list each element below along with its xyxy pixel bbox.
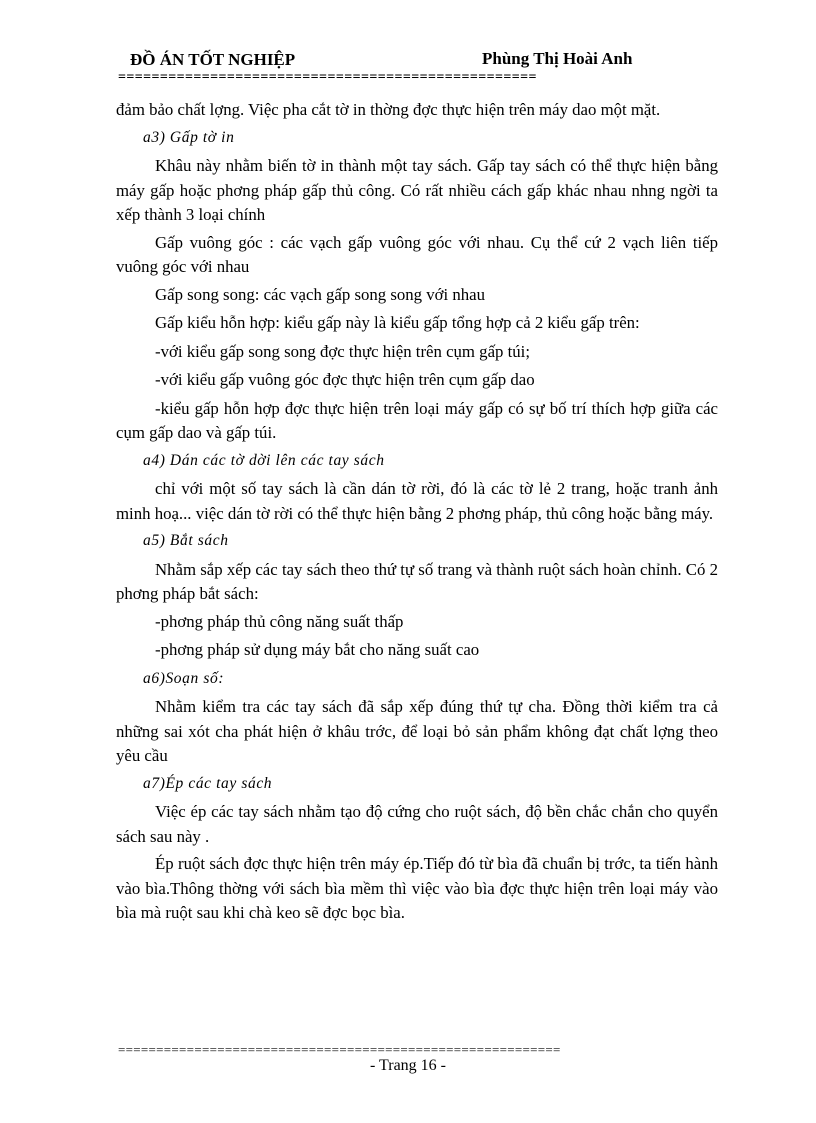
list-item: -với kiểu gấp vuông góc đợc thực hiện trên cụm gấp dao (155, 370, 535, 389)
paragraph: chỉ với một số tay sách là cần dán tờ rời, đó là các tờ lẻ 2 trang, hoặc tranh ảnh minh hoạ... việc dán tờ rời có thể thực hiện bằng 2 phơng pháp, thủ công hoặc bằng máy. (116, 479, 718, 523)
paragraph: Gấp kiểu hỗn hợp: kiểu gấp này là kiểu gấp tổng hợp cả 2 kiểu gấp trên: (155, 313, 640, 332)
paragraph: Nhằm kiểm tra các tay sách đã sắp xếp đúng thứ tự cha. Đồng thời kiểm tra cả những sai xót cha phát hiện ở khâu trớc, để loại bỏ sản phẩm không đạt chất lợng theo yêu cầu (116, 697, 718, 765)
header-author: Phùng Thị Hoài Anh (482, 49, 633, 68)
list-item: -phơng pháp sử dụng máy bắt cho năng suất cao (155, 640, 480, 659)
page-body (116, 98, 718, 926)
paragraph: Gấp vuông góc : các vạch gấp vuông góc với nhau. Cụ thể cứ 2 vạch liên tiếp vuông góc với nhau (116, 232, 718, 276)
header-rule: ================================================== (118, 70, 537, 85)
footer-rule: ========================================================== (118, 1042, 561, 1057)
list-item: -phơng pháp thủ công năng suất thấp (155, 611, 404, 631)
paragraph: Việc ép các tay sách nhằm tạo độ cứng cho ruột sách, độ bền chắc chắn cho quyển sách sau này . (116, 802, 718, 846)
section-heading-a6: a6)Soạn số: (143, 669, 225, 687)
section-heading-a4: a4) Dán các tờ dời lên các tay sách (143, 451, 385, 469)
list-item: -với kiểu gấp song song đợc thực hiện trên cụm gấp túi; (155, 341, 530, 361)
paragraph: Nhằm sắp xếp các tay sách theo thứ tự số trang và thành ruột sách hoàn chỉnh. Có 2 phơng pháp bắt sách: (116, 559, 718, 603)
section-heading-a5: a5) Bắt sách (143, 532, 229, 549)
paragraph: đảm bảo chất lợng. Việc pha cắt tờ in thờng đợc thực hiện trên máy dao một mặt. (116, 100, 661, 119)
header-title: ĐỒ ÁN TỐT NGHIỆP (130, 50, 296, 69)
section-heading-a3: a3) Gấp tờ in (143, 128, 235, 146)
list-item: -kiểu gấp hỗn hợp đợc thực hiện trên loại máy gấp có sự bố trí thích hợp giữa các cụm gấp dao và gấp túi. (116, 398, 718, 442)
section-heading-a7: a7)Ép các tay sách (143, 774, 273, 792)
paragraph: Khâu này nhằm biến tờ in thành một tay sách. Gấp tay sách có thể thực hiện bằng máy gấp hoặc phơng pháp gấp thủ công. Có rất nhiều cách gấp khác nhau nhng ngời ta xếp thành 3 loại chính (116, 156, 718, 224)
page-number: - Trang 16 - (369, 1057, 446, 1074)
paragraph: Gấp song song: các vạch gấp song song với nhau (155, 284, 485, 304)
paragraph: Ép ruột sách đợc thực hiện trên máy ép.Tiếp đó từ bìa đã chuẩn bị trớc, ta tiến hành vào bìa.Thông thờng với sách bìa mềm thì việc vào bìa đợc thực hiện trên loại máy vào bìa mà ruột sau khi chà keo sẽ đợc bọc bìa. (116, 854, 718, 922)
